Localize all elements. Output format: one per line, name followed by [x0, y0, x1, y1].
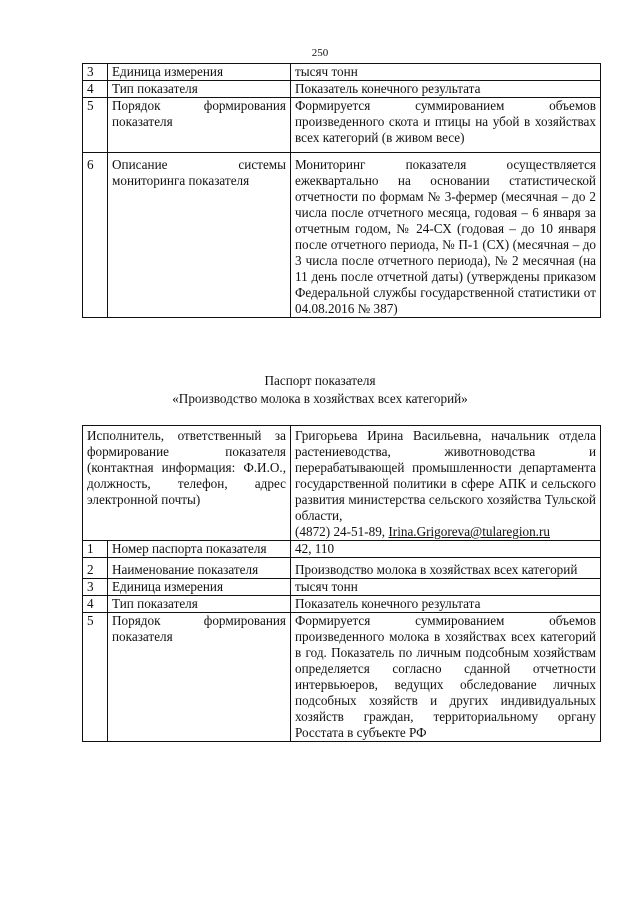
row-value: 42, 110 [291, 541, 601, 558]
passport-title: Паспорт показателя [264, 373, 376, 388]
executor-email[interactable]: Irina.Grigoreva@tularegion.ru [388, 524, 550, 539]
executor-label: Исполнитель, ответственный за формирование показателя (контактная информация: Ф.И.О., должность, телефон, адрес электронной почты) [83, 426, 291, 541]
page-number: 250 [311, 47, 329, 59]
table-row [83, 64, 601, 81]
executor-info: Григорьева Ирина Васильевна, начальник отдела растениеводства, животноводства и перерабатывающей промышленности департамента государственной политики в сфере АПК и сельского развития министерства сельского хозяйства Тульской области, [295, 428, 596, 523]
table-row [83, 558, 601, 579]
table-row [83, 613, 601, 742]
row-number: 2 [83, 558, 108, 579]
row-number: 4 [83, 596, 108, 613]
row-value: Формируется суммированием объемов произведенного скота и птицы на убой в хозяйствах всех категорий (в живом весе) [291, 98, 601, 153]
table-row [83, 81, 601, 98]
row-label: Описание системы мониторинга показателя [108, 153, 291, 318]
row-value: Формируется суммированием объемов произведенного молока в хозяйствах всех категорий в год. Показатель по личным подсобным хозяйствам определяется согласно сданной отчетности интервьюеров, ведущих обследование личных подсобных хозяйств и других индивидуальных хозяйств граждан, территориальному органу Росстата в субъекте РФ [291, 613, 601, 742]
row-label: Тип показателя [108, 81, 291, 98]
row-label: Наименование показателя [108, 558, 291, 579]
passport-subtitle: «Производство молока в хозяйствах всех категорий» [172, 391, 468, 406]
row-value: Показатель конечного результата [291, 596, 601, 613]
indicator-table-1 [82, 63, 601, 318]
row-label: Порядок формирования показателя [108, 613, 291, 742]
row-label: Единица измерения [108, 64, 291, 81]
row-value: тысяч тонн [291, 579, 601, 596]
row-number: 3 [83, 579, 108, 596]
row-value: Показатель конечного результата [291, 81, 601, 98]
row-number: 1 [83, 541, 108, 558]
indicator-table-2 [82, 425, 601, 742]
row-number: 3 [83, 64, 108, 81]
table-row [83, 153, 601, 318]
row-number: 5 [83, 613, 108, 742]
row-label: Единица измерения [108, 579, 291, 596]
table-row [83, 541, 601, 558]
row-value: Мониторинг показателя осуществляется ежеквартально на основании статистической отчетности по формам № 3-фермер (месячная – до 2 числа после отчетного месяца, годовая – 6 января за отчетным годом, № 24-СХ (годовая – до 10 января после отчетного периода, № П-1 (СХ) (месячная – до 3 числа после отчетного периода), № 2 месячная (на 11 день после отчетной даты) (утверждены приказом Федеральной службы государственной статистики от 04.08.2016 № 387) [291, 153, 601, 318]
row-number: 4 [83, 81, 108, 98]
row-label: Порядок формирования показателя [108, 98, 291, 153]
row-label: Номер паспорта показателя [108, 541, 291, 558]
row-value: Производство молока в хозяйствах всех категорий [291, 558, 601, 579]
executor-value [291, 426, 601, 541]
executor-phone: (4872) 24-51-89, [295, 524, 386, 539]
table-row [83, 98, 601, 153]
row-number: 5 [83, 98, 108, 153]
row-label: Тип показателя [108, 596, 291, 613]
executor-row [83, 426, 601, 541]
row-value: тысяч тонн [291, 64, 601, 81]
table-row [83, 579, 601, 596]
table-row [83, 596, 601, 613]
row-number: 6 [83, 153, 108, 318]
